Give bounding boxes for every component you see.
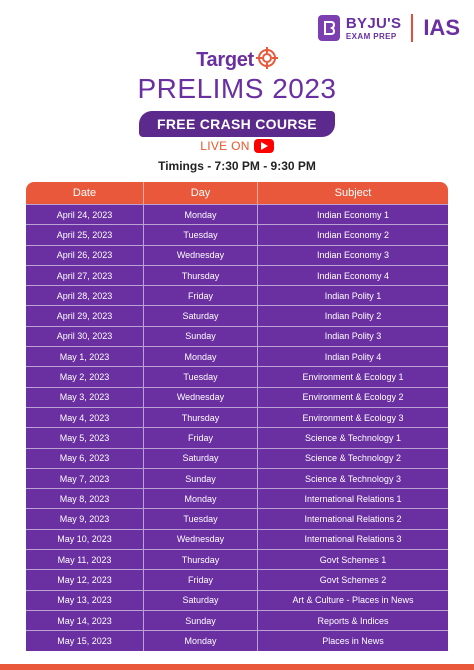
table-row (26, 387, 448, 407)
cell-day: Wednesday (144, 530, 258, 549)
table-row (26, 204, 448, 224)
table-row (26, 630, 448, 650)
table-row (26, 549, 448, 569)
table-row (26, 407, 448, 427)
table-body (26, 204, 448, 651)
cell-date: May 13, 2023 (26, 591, 144, 610)
table-row (26, 488, 448, 508)
byjus-logo-icon (318, 15, 340, 41)
table-row (26, 285, 448, 305)
youtube-play-icon[interactable] (254, 139, 274, 153)
cell-day: Tuesday (144, 367, 258, 386)
table-row (26, 245, 448, 265)
table-row (26, 427, 448, 447)
cell-day: Wednesday (144, 246, 258, 265)
cell-day: Monday (144, 205, 258, 224)
cell-subject: Govt Schemes 1 (319, 554, 387, 565)
cell-date: April 29, 2023 (26, 306, 144, 325)
cell-subject: Art & Culture - Places in News (292, 595, 414, 606)
crash-course-banner: FREE CRASH COURSE (139, 111, 335, 137)
cell-subject: Indian Economy 4 (316, 270, 390, 281)
table-row (26, 468, 448, 488)
cell-day: Tuesday (144, 509, 258, 528)
cell-day: Thursday (144, 408, 258, 427)
brand-sub: EXAM PREP (345, 31, 397, 41)
table-row (26, 529, 448, 549)
cell-day: Monday (144, 489, 258, 508)
cell-date: May 9, 2023 (26, 509, 144, 528)
table-row (26, 610, 448, 630)
cell-subject: Indian Economy 1 (316, 209, 390, 220)
cell-day: Sunday (144, 611, 258, 630)
table-row (26, 508, 448, 528)
live-on-text: LIVE ON (200, 138, 250, 153)
target-text: Target (196, 48, 254, 71)
cell-day: Friday (144, 428, 258, 447)
table-row (26, 448, 448, 468)
cell-subject: Environment & Ecology 1 (302, 372, 404, 383)
table-row (26, 224, 448, 244)
cell-date: April 25, 2023 (26, 225, 144, 244)
live-on (0, 139, 474, 153)
hero (0, 48, 474, 173)
cell-day: Thursday (144, 550, 258, 569)
cell-day: Monday (144, 631, 258, 650)
cell-date: April 30, 2023 (26, 327, 144, 346)
table-row (26, 366, 448, 386)
target-crosshair-icon (256, 47, 278, 74)
cell-subject: Places in News (322, 635, 384, 646)
cell-date: May 10, 2023 (26, 530, 144, 549)
brand-text (346, 16, 401, 41)
cell-date: May 12, 2023 (26, 570, 144, 589)
cell-date: April 27, 2023 (26, 266, 144, 285)
schedule-table (26, 182, 448, 651)
cell-date: May 1, 2023 (26, 347, 144, 366)
cell-subject: Indian Polity 4 (324, 351, 382, 362)
cell-subject: International Relations 3 (304, 534, 402, 545)
cell-date: May 3, 2023 (26, 388, 144, 407)
cell-subject: Indian Polity 2 (324, 311, 382, 322)
cell-day: Saturday (144, 591, 258, 610)
table-row (26, 305, 448, 325)
cell-day: Friday (144, 286, 258, 305)
cell-day: Monday (144, 347, 258, 366)
cell-subject: International Relations 2 (304, 514, 402, 525)
cell-day: Tuesday (144, 225, 258, 244)
table-row (26, 590, 448, 610)
cell-subject: Indian Economy 2 (316, 229, 390, 240)
cell-date: May 15, 2023 (26, 631, 144, 650)
cell-date: May 7, 2023 (26, 469, 144, 488)
cell-day: Saturday (144, 449, 258, 468)
cell-date: May 5, 2023 (26, 428, 144, 447)
cell-date: May 14, 2023 (26, 611, 144, 630)
cell-subject: Indian Polity 1 (324, 290, 382, 301)
cell-subject: Indian Economy 3 (316, 250, 390, 261)
cell-date: April 24, 2023 (26, 205, 144, 224)
header-day: Day (144, 182, 258, 204)
timings: Timings - 7:30 PM - 9:30 PM (158, 158, 316, 173)
cell-date: May 11, 2023 (26, 550, 144, 569)
header-subject: Subject (334, 187, 372, 199)
cell-subject: Environment & Ecology 3 (302, 412, 404, 423)
cell-subject: Indian Polity 3 (324, 331, 382, 342)
cell-subject: Science & Technology 2 (305, 453, 401, 464)
cell-subject: Reports & Indices (317, 615, 389, 626)
cell-date: May 4, 2023 (26, 408, 144, 427)
cell-date: May 6, 2023 (26, 449, 144, 468)
target-logo (0, 48, 474, 72)
cell-date: April 28, 2023 (26, 286, 144, 305)
brand-product: IAS (423, 15, 460, 40)
cell-subject: Science & Technology 3 (305, 473, 401, 484)
cell-date: April 26, 2023 (26, 246, 144, 265)
cell-day: Thursday (144, 266, 258, 285)
cell-subject: International Relations 1 (304, 493, 402, 504)
table-row (26, 326, 448, 346)
table-row (26, 346, 448, 366)
footer-bar (0, 664, 474, 670)
cell-date: May 8, 2023 (26, 489, 144, 508)
page-title: PRELIMS 2023 (137, 73, 337, 104)
cell-day: Friday (144, 570, 258, 589)
cell-date: May 2, 2023 (26, 367, 144, 386)
cell-subject: Science & Technology 1 (305, 432, 401, 443)
brand-divider (411, 14, 413, 42)
cell-day: Saturday (144, 306, 258, 325)
table-row (26, 569, 448, 589)
cell-subject: Environment & Ecology 2 (302, 392, 404, 403)
cell-day: Sunday (144, 327, 258, 346)
table-row (26, 265, 448, 285)
cell-subject: Govt Schemes 2 (319, 574, 387, 585)
cell-day: Sunday (144, 469, 258, 488)
header-date: Date (26, 182, 144, 204)
cell-day: Wednesday (144, 388, 258, 407)
brand-header (318, 14, 460, 42)
table-header (26, 182, 448, 204)
brand-name: BYJU'S (345, 14, 402, 32)
